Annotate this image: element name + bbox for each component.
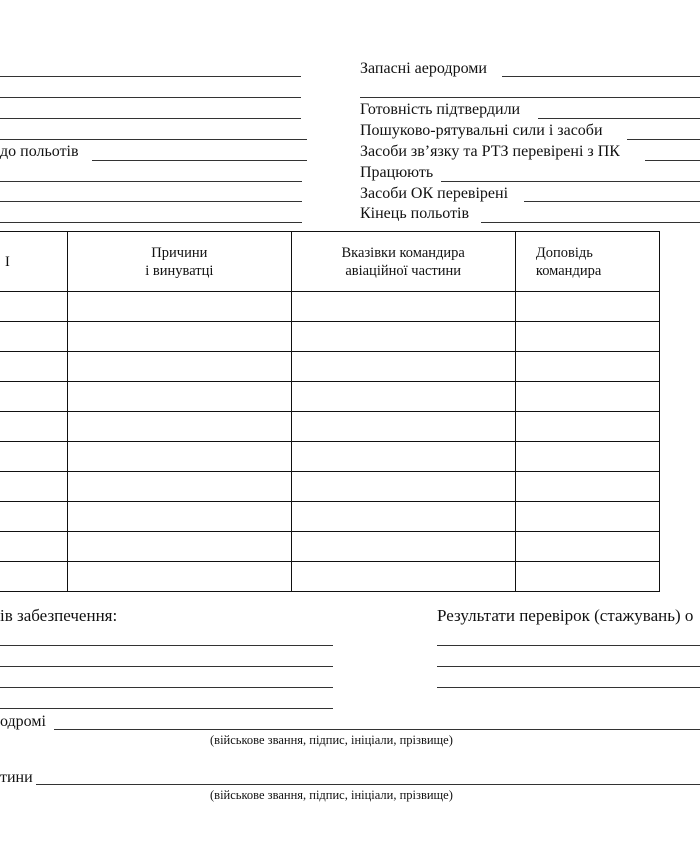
table-row bbox=[0, 502, 660, 532]
field-line[interactable] bbox=[0, 181, 302, 182]
table-cell[interactable] bbox=[68, 502, 291, 532]
table-row bbox=[0, 322, 660, 352]
end-of-flights-label: Кінець польотів bbox=[360, 205, 470, 222]
table-cell[interactable] bbox=[0, 352, 68, 382]
table-cell[interactable] bbox=[291, 442, 515, 472]
table-row bbox=[0, 562, 660, 592]
support-line[interactable] bbox=[0, 666, 333, 667]
support-line[interactable] bbox=[0, 687, 333, 688]
table-header-row bbox=[0, 232, 660, 292]
comms-checked-field[interactable] bbox=[645, 160, 700, 161]
table-cell[interactable] bbox=[515, 352, 659, 382]
table-cell[interactable] bbox=[291, 562, 515, 592]
table-cell[interactable] bbox=[515, 442, 659, 472]
field-line[interactable] bbox=[0, 201, 302, 202]
support-line[interactable] bbox=[0, 645, 333, 646]
search-rescue-field[interactable] bbox=[627, 139, 700, 140]
table-cell[interactable] bbox=[68, 382, 291, 412]
table-cell[interactable] bbox=[515, 472, 659, 502]
table-cell[interactable] bbox=[0, 472, 68, 502]
table-cell[interactable] bbox=[515, 532, 659, 562]
table-cell[interactable] bbox=[68, 562, 291, 592]
table-cell[interactable] bbox=[68, 412, 291, 442]
flight-log-table bbox=[0, 231, 660, 592]
table-cell[interactable] bbox=[68, 472, 291, 502]
field-line[interactable] bbox=[0, 139, 307, 140]
table-row bbox=[0, 412, 660, 442]
signature-2-caption: (військове звання, підпис, ініціали, прізвище) bbox=[210, 788, 453, 802]
table-cell[interactable] bbox=[0, 532, 68, 562]
table-cell[interactable] bbox=[291, 412, 515, 442]
table-cell[interactable] bbox=[515, 562, 659, 592]
column-header: І bbox=[0, 232, 68, 292]
signature-1-field[interactable] bbox=[54, 729, 700, 730]
column-header-causes: Причини і винуватці bbox=[68, 232, 291, 292]
table-cell[interactable] bbox=[68, 352, 291, 382]
end-of-flights-field[interactable] bbox=[481, 222, 700, 223]
table-row bbox=[0, 472, 660, 502]
field-line[interactable] bbox=[0, 222, 302, 223]
support-heading: ів забезпечення: bbox=[0, 606, 118, 625]
signature-1-label: одромі bbox=[0, 713, 46, 730]
table-row bbox=[0, 442, 660, 472]
table-cell[interactable] bbox=[68, 442, 291, 472]
readiness-confirmed-label: Готовність підтвердили bbox=[360, 101, 521, 118]
table-cell[interactable] bbox=[0, 442, 68, 472]
table-cell[interactable] bbox=[291, 352, 515, 382]
table-cell[interactable] bbox=[291, 322, 515, 352]
field-line[interactable] bbox=[92, 160, 307, 161]
support-line[interactable] bbox=[0, 708, 333, 709]
table-cell[interactable] bbox=[291, 292, 515, 322]
signature-2-field[interactable] bbox=[36, 784, 700, 785]
field-line[interactable] bbox=[0, 118, 301, 119]
table-cell[interactable] bbox=[515, 412, 659, 442]
table-cell[interactable] bbox=[0, 502, 68, 532]
table-cell[interactable] bbox=[291, 382, 515, 412]
table-cell[interactable] bbox=[515, 322, 659, 352]
table-cell[interactable] bbox=[515, 502, 659, 532]
table-cell[interactable] bbox=[0, 562, 68, 592]
search-rescue-label: Пошуково-рятувальні сили і засоби bbox=[360, 122, 603, 139]
signature-1-caption: (військове звання, підпис, ініціали, прізвище) bbox=[210, 733, 453, 747]
table-row bbox=[0, 382, 660, 412]
table-cell[interactable] bbox=[291, 532, 515, 562]
reserve-aerodromes-label: Запасні аеродроми bbox=[360, 60, 487, 77]
table-cell[interactable] bbox=[0, 412, 68, 442]
working-field[interactable] bbox=[441, 181, 700, 182]
comms-checked-label: Засоби зв’язку та РТЗ перевірені з ПК bbox=[360, 143, 620, 160]
inspection-line[interactable] bbox=[437, 687, 700, 688]
table-row bbox=[0, 532, 660, 562]
table-cell[interactable] bbox=[0, 292, 68, 322]
field-line[interactable] bbox=[0, 76, 301, 77]
table-cell[interactable] bbox=[68, 322, 291, 352]
working-label: Працюють bbox=[360, 164, 434, 181]
inspection-results-heading: Результати перевірок (стажувань) о bbox=[437, 606, 694, 625]
table-row bbox=[0, 292, 660, 322]
field-line[interactable] bbox=[0, 97, 301, 98]
readiness-confirmed-field[interactable] bbox=[538, 118, 700, 119]
column-header-commander-instructions: Вказівки командира авіаційної частини bbox=[291, 232, 515, 292]
table-cell[interactable] bbox=[0, 322, 68, 352]
table-cell[interactable] bbox=[68, 532, 291, 562]
table-cell[interactable] bbox=[515, 382, 659, 412]
table-cell[interactable] bbox=[291, 472, 515, 502]
table-cell[interactable] bbox=[515, 292, 659, 322]
inspection-line[interactable] bbox=[437, 645, 700, 646]
table-cell[interactable] bbox=[0, 382, 68, 412]
inspection-line[interactable] bbox=[437, 666, 700, 667]
table-cell[interactable] bbox=[68, 292, 291, 322]
table-row bbox=[0, 352, 660, 382]
reserve-aerodromes-field[interactable] bbox=[502, 76, 700, 77]
flights-start-label: до польотів bbox=[0, 143, 79, 160]
signature-2-label: тини bbox=[0, 769, 33, 786]
ok-checked-label: Засоби ОК перевірені bbox=[360, 185, 509, 202]
column-header-commander-report: Доповідь командира bbox=[515, 232, 659, 292]
ok-checked-field[interactable] bbox=[524, 201, 700, 202]
table-cell[interactable] bbox=[291, 502, 515, 532]
reserve-aerodromes-field-2[interactable] bbox=[360, 97, 700, 98]
